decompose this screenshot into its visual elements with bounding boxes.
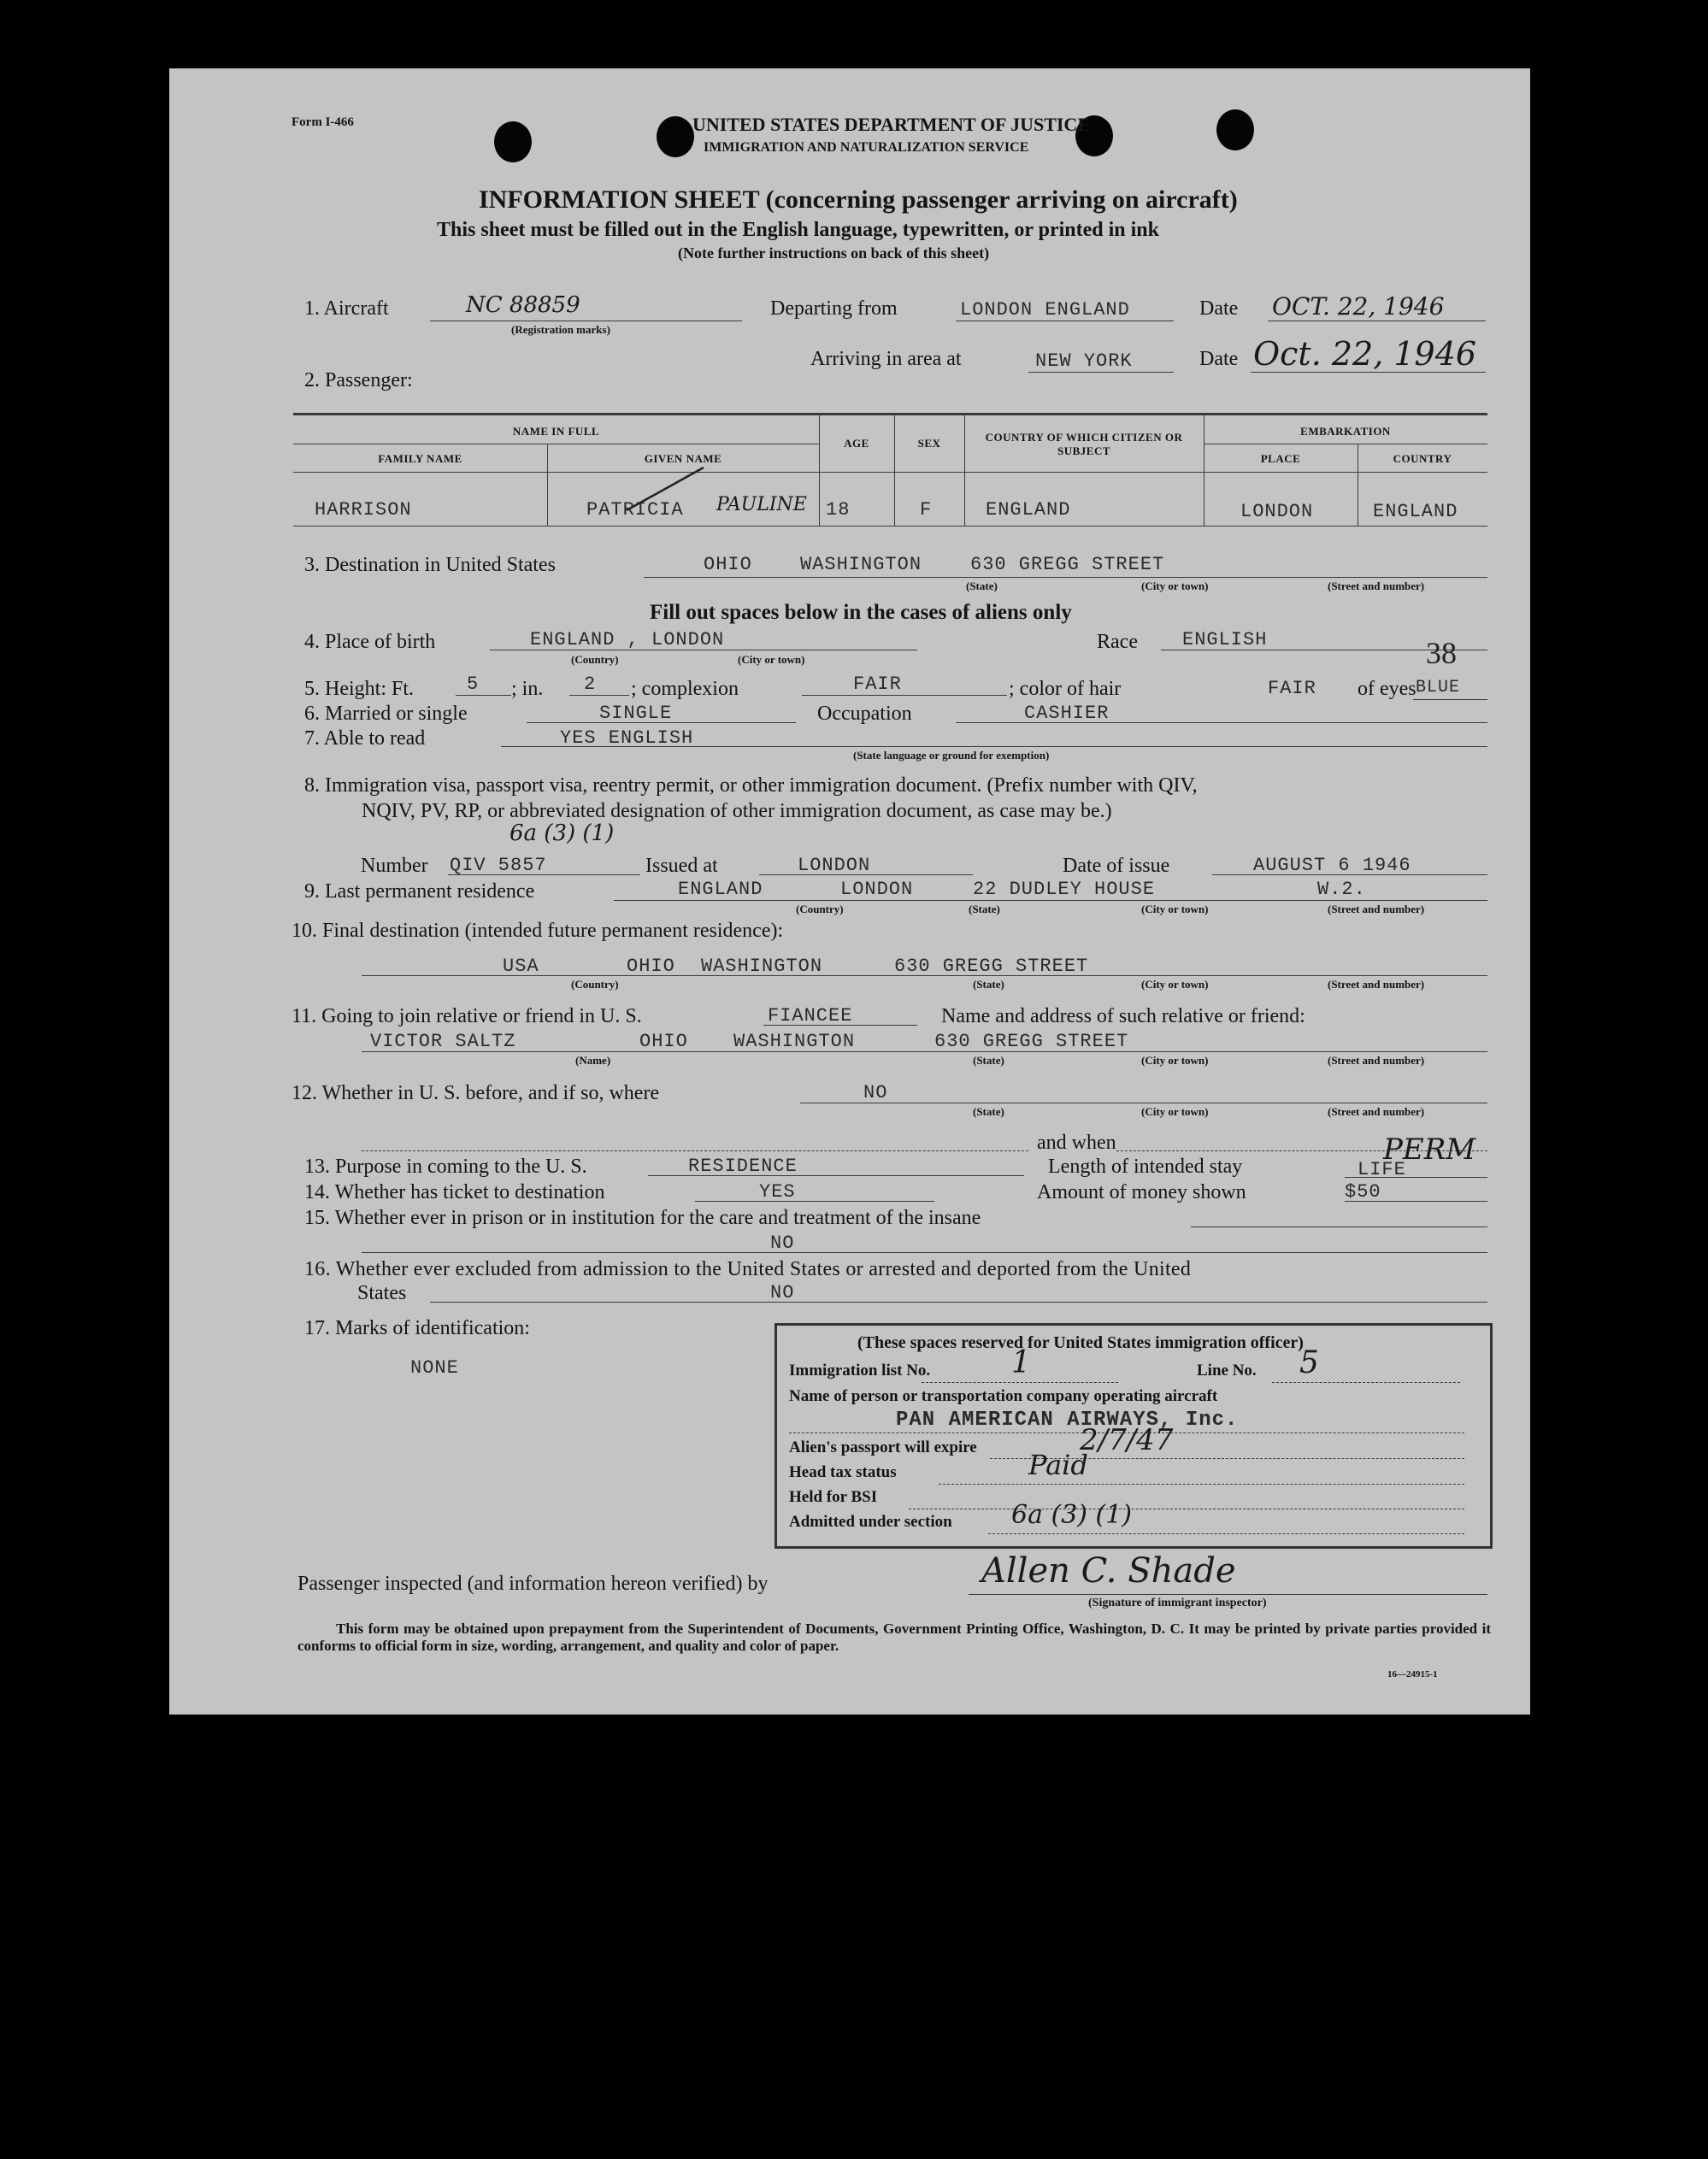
read-caption: (State language or ground for exemption) — [853, 749, 1050, 762]
residence-state: LONDON — [840, 879, 914, 900]
destination-city: WASHINGTON — [800, 554, 922, 575]
join-city: WASHINGTON — [733, 1031, 856, 1052]
embarkation-header: EMBARKATION — [1300, 425, 1391, 438]
aliens-only-heading: Fill out spaces below in the cases of aliens only — [650, 601, 1072, 624]
visa-handwritten: 6a (3) (1) — [509, 821, 615, 846]
agency-name: UNITED STATES DEPARTMENT OF JUSTICE — [692, 114, 1090, 135]
information-sheet — [169, 68, 1530, 1715]
purpose-label: 13. Purpose in coming to the U. S. — [304, 1156, 587, 1178]
name-in-full-header: NAME IN FULL — [512, 425, 600, 438]
prison-label: 15. Whether ever in prison or in institution for the care and treatment of the insane — [304, 1207, 981, 1229]
join-name: VICTOR SALTZ — [370, 1031, 516, 1052]
given-name-value: PATRICIA — [586, 499, 684, 521]
married-label: 6. Married or single — [304, 703, 468, 725]
ticket-value: YES — [759, 1181, 796, 1203]
residence-cap-state: (State) — [969, 903, 1000, 915]
height-label: 5. Height: Ft. — [304, 678, 415, 700]
visa-number: QIV 5857 — [450, 855, 547, 876]
punch-hole — [494, 121, 532, 162]
punch-hole — [1216, 109, 1254, 150]
join-cap-name: (Name) — [575, 1054, 611, 1067]
passenger-label: 2. Passenger: — [304, 369, 413, 391]
aircraft-label: 1. Aircraft — [304, 297, 389, 320]
final-dest-label: 10. Final destination (intended future permanent residence): — [292, 920, 784, 942]
stay-value: LIFE — [1358, 1159, 1406, 1180]
visa-number-label: Number — [361, 855, 428, 877]
residence-city: 22 DUDLEY HOUSE — [973, 879, 1156, 900]
residence-cap-street: (Street and number) — [1328, 903, 1425, 915]
join-label: 11. Going to join relative or friend in U. S. — [292, 1005, 642, 1027]
issue-date-value: AUGUST 6 1946 — [1253, 855, 1411, 876]
occupation-value: CASHIER — [1024, 703, 1110, 724]
eyes-label: of eyes — [1358, 678, 1416, 700]
ticket-label: 14. Whether has ticket to destination — [304, 1181, 605, 1203]
form-note: (Note further instructions on back of this sheet) — [678, 244, 990, 262]
family-name-header: FAMILY NAME — [378, 452, 462, 465]
excluded-line2: States — [357, 1282, 407, 1304]
before-cap-city: (City or town) — [1141, 1105, 1209, 1118]
list-label: Immigration list No. — [789, 1362, 931, 1380]
cap-street: (Street and number) — [1328, 579, 1425, 592]
join-state: OHIO — [639, 1031, 688, 1052]
departing-date: OCT. 22, 1946 — [1272, 292, 1445, 321]
final-cap-street: (Street and number) — [1328, 978, 1425, 991]
join-name-label: Name and address of such relative or friend: — [941, 1005, 1305, 1027]
excluded-value: NO — [770, 1282, 795, 1303]
inspected-label: Passenger inspected (and information hereon verified) by — [297, 1573, 769, 1595]
complexion-value: FAIR — [853, 674, 902, 695]
before-value: NO — [863, 1082, 888, 1103]
embark-country-value: ENGLAND — [1373, 501, 1458, 522]
final-cap-city: (City or town) — [1141, 978, 1209, 991]
money-value: $50 — [1345, 1181, 1381, 1203]
form-title: INFORMATION SHEET (concerning passenger arriving on aircraft) — [479, 185, 1238, 214]
birth-label: 4. Place of birth — [304, 631, 436, 653]
punch-hole — [657, 116, 694, 157]
final-cap-state: (State) — [973, 978, 1004, 991]
before-cap-state: (State) — [973, 1105, 1004, 1118]
stay-handwritten: PERM — [1383, 1132, 1476, 1167]
marks-value: NONE — [410, 1357, 459, 1379]
line-value: 5 — [1299, 1345, 1319, 1380]
height-in: 2 — [584, 674, 597, 695]
signature-caption: (Signature of immigrant inspector) — [1088, 1597, 1267, 1609]
arriving-label: Arriving in area at — [810, 348, 962, 370]
final-dest-street: 630 GREGG STREET — [894, 956, 1089, 977]
residence-country: ENGLAND — [678, 879, 763, 900]
given-name-header: GIVEN NAME — [644, 452, 722, 465]
eyes-value: BLUE — [1416, 678, 1461, 697]
purpose-value: RESIDENCE — [688, 1156, 798, 1177]
read-label: 7. Able to read — [304, 727, 426, 750]
handwritten-number: 38 — [1426, 636, 1457, 670]
passport-label: Alien's passport will expire — [789, 1438, 977, 1456]
departing-value: LONDON ENGLAND — [960, 299, 1130, 321]
departing-label: Departing from — [770, 297, 898, 320]
departing-date-label: Date — [1199, 297, 1239, 320]
held-label: Held for BSI — [789, 1488, 878, 1506]
section-value: 6a (3) (1) — [1011, 1500, 1133, 1530]
footer-text: This form may be obtained upon prepayment from the Superintendent of Documents, Government Printing Office, Washington, D. C. It may be printed by private parties provided it conforms to official form in size, wording, arrangement, and quality and color of paper. — [297, 1621, 1491, 1654]
race-value: ENGLISH — [1182, 629, 1268, 650]
citizen-country-value: ENGLAND — [986, 499, 1071, 521]
cap-state: (State) — [966, 579, 998, 592]
company-label: Name of person or transportation company operating aircraft — [789, 1387, 1218, 1405]
age-value: 18 — [826, 499, 851, 521]
print-code: 16—24915-1 — [1387, 1669, 1438, 1680]
birth-cap-city: (City or town) — [738, 653, 805, 666]
married-value: SINGLE — [599, 703, 673, 724]
destination-street: 630 GREGG STREET — [970, 554, 1165, 575]
final-dest-state: OHIO — [627, 956, 675, 977]
issued-value: LONDON — [798, 855, 871, 876]
list-value: 1 — [1011, 1345, 1031, 1380]
embark-place-value: LONDON — [1240, 501, 1314, 522]
final-cap-country: (Country) — [571, 978, 619, 991]
join-cap-city: (City or town) — [1141, 1054, 1209, 1067]
destination-label: 3. Destination in United States — [304, 554, 556, 576]
company-value: PAN AMERICAN AIRWAYS, Inc. — [896, 1409, 1239, 1432]
arriving-date: Oct. 22, 1946 — [1253, 335, 1477, 373]
section-label: Admitted under section — [789, 1513, 952, 1531]
line-label: Line No. — [1197, 1362, 1257, 1380]
cap-city: (City or town) — [1141, 579, 1209, 592]
prison-value: NO — [770, 1232, 795, 1254]
aircraft-value: NC 88859 — [466, 292, 580, 318]
passport-value: 2/7/47 — [1080, 1423, 1174, 1457]
excluded-line1: 16. Whether ever excluded from admission to the United States or arrested and deported from the United — [304, 1258, 1192, 1280]
given-name-handwritten: PAULINE — [716, 494, 807, 515]
residence-label: 9. Last permanent residence — [304, 880, 535, 903]
form-number: Form I-466 — [292, 115, 354, 129]
height-ft: 5 — [467, 674, 480, 695]
residence-cap-country: (Country) — [796, 903, 844, 915]
height-in-label: ; in. — [511, 678, 544, 700]
place-header: PLACE — [1260, 452, 1301, 465]
join-relation: FIANCEE — [768, 1005, 853, 1027]
stay-label: Length of intended stay — [1048, 1156, 1243, 1178]
officer-box-header: (These spaces reserved for United States immigration officer) — [857, 1333, 1304, 1352]
residence-cap-city: (City or town) — [1141, 903, 1209, 915]
occupation-label: Occupation — [817, 703, 912, 725]
read-value: YES ENGLISH — [560, 727, 694, 749]
arriving-value: NEW YORK — [1035, 350, 1133, 372]
inspector-signature: Allen C. Shade — [981, 1551, 1236, 1591]
birth-value: ENGLAND , LONDON — [530, 629, 725, 650]
form-subtitle: This sheet must be filled out in the English language, typewritten, or printed in ink — [437, 219, 1159, 241]
issued-label: Issued at — [645, 855, 718, 877]
money-label: Amount of money shown — [1037, 1181, 1246, 1203]
hair-label: ; color of hair — [1009, 678, 1122, 700]
check-mark — [622, 463, 708, 515]
age-header: AGE — [844, 437, 869, 450]
service-name: IMMIGRATION AND NATURALIZATION SERVICE — [704, 140, 1029, 155]
arriving-date-label: Date — [1199, 348, 1239, 370]
family-name-value: HARRISON — [315, 499, 412, 521]
sex-header: SEX — [917, 437, 941, 450]
final-dest-city: WASHINGTON — [701, 956, 823, 977]
when-label: and when — [1037, 1132, 1116, 1154]
visa-line1: 8. Immigration visa, passport visa, reentry permit, or other immigration document. (Prefix number with QIV, — [304, 774, 1198, 797]
country-header: COUNTRY — [1393, 452, 1452, 465]
marks-label: 17. Marks of identification: — [304, 1317, 530, 1339]
residence-street: W.2. — [1317, 879, 1366, 900]
visa-line2: NQIV, PV, RP, or abbreviated designation of other immigration document, as case may be.) — [362, 800, 1112, 822]
issue-date-label: Date of issue — [1063, 855, 1170, 877]
citizen-country-header: COUNTRY OF WHICH CITIZEN OR SUBJECT — [985, 431, 1183, 457]
complexion-label: ; complexion — [631, 678, 739, 700]
final-dest-country: USA — [503, 956, 539, 977]
before-label: 12. Whether in U. S. before, and if so, where — [292, 1082, 660, 1104]
sex-value: F — [920, 499, 933, 521]
destination-state: OHIO — [704, 554, 752, 575]
before-cap-street: (Street and number) — [1328, 1105, 1425, 1118]
race-label: Race — [1097, 631, 1138, 653]
hair-value: FAIR — [1268, 678, 1316, 699]
birth-cap-country: (Country) — [571, 653, 619, 666]
tax-label: Head tax status — [789, 1463, 897, 1481]
tax-value: Paid — [1028, 1449, 1088, 1481]
aircraft-caption: (Registration marks) — [511, 323, 610, 336]
join-street: 630 GREGG STREET — [934, 1031, 1129, 1052]
join-cap-state: (State) — [973, 1054, 1004, 1067]
join-cap-street: (Street and number) — [1328, 1054, 1425, 1067]
